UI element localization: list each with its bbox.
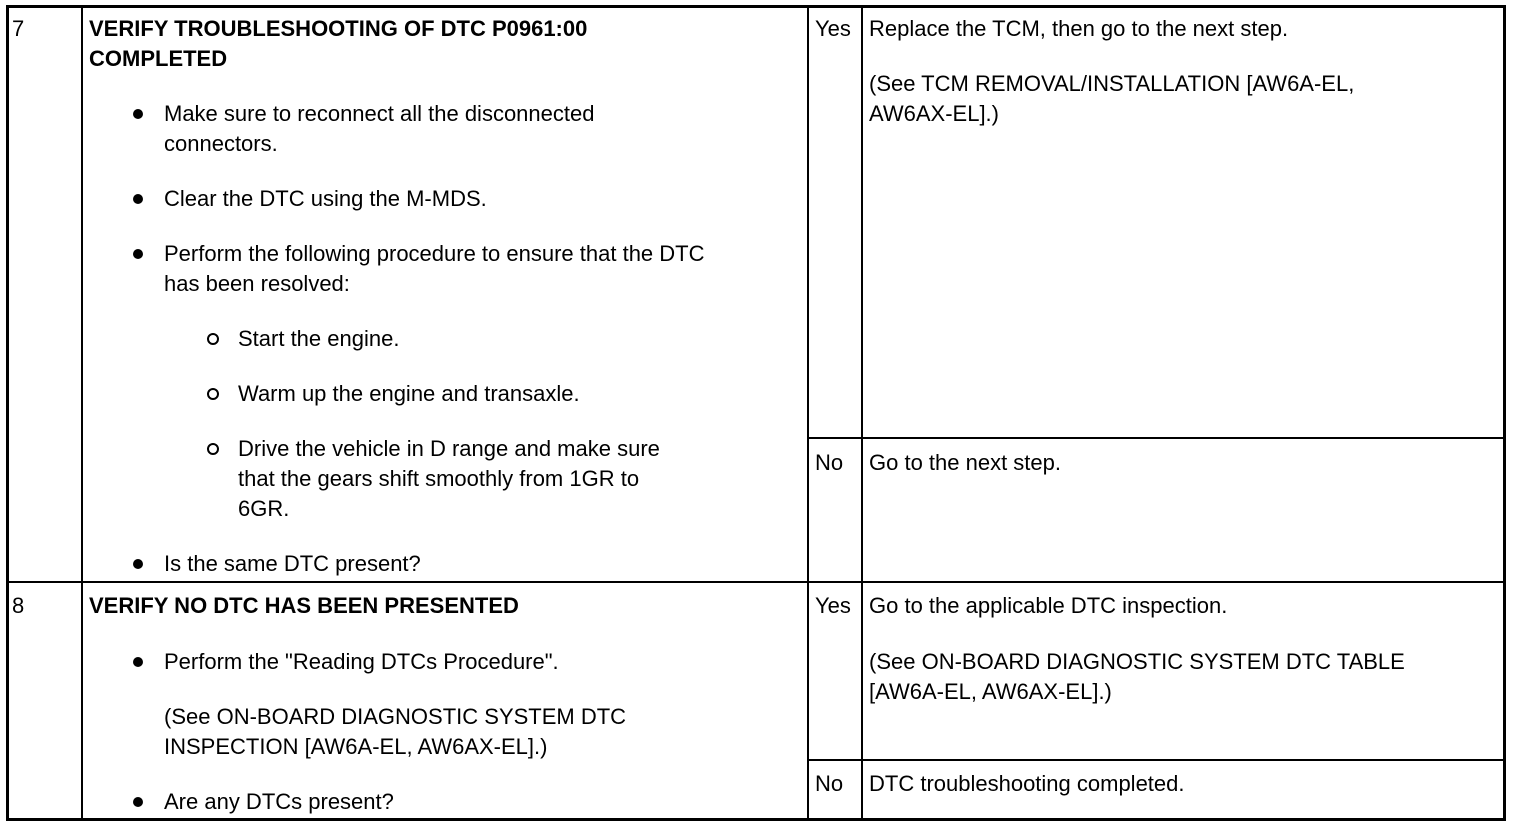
sub-bullet-icon <box>207 333 219 345</box>
sub-bullet-text: 6GR. <box>238 496 290 521</box>
step-title: VERIFY TROUBLESHOOTING OF DTC P0961:00 <box>89 16 588 41</box>
yes-reference: [AW6A-EL, AW6AX-EL].) <box>869 679 1112 704</box>
step-number: 7 <box>12 16 25 41</box>
yes-label: Yes <box>815 593 851 618</box>
bullet-icon <box>133 109 143 119</box>
bullet-icon <box>133 797 143 807</box>
reference-text: (See ON-BOARD DIAGNOSTIC SYSTEM DTC <box>164 704 627 729</box>
no-label: No <box>815 450 844 475</box>
bullet-icon <box>133 559 143 569</box>
yes-result: Go to the applicable DTC inspection. <box>869 593 1228 618</box>
bullet-text: has been resolved: <box>164 271 350 296</box>
bullet-text: Make sure to reconnect all the disconnected <box>164 101 595 126</box>
step-title: COMPLETED <box>89 46 228 71</box>
sub-bullet-text: Warm up the engine and transaxle. <box>238 381 580 406</box>
bullet-text: Are any DTCs present? <box>164 789 394 814</box>
sub-bullet-text: Drive the vehicle in D range and make sure <box>238 436 660 461</box>
sub-bullet-icon <box>207 443 219 455</box>
bullet-icon <box>133 657 143 667</box>
no-label: No <box>815 771 844 796</box>
no-result: Go to the next step. <box>869 450 1062 475</box>
bullet-text: Clear the DTC using the M-MDS. <box>164 186 487 211</box>
column-divider-result <box>861 5 863 821</box>
bullet-text: Perform the following procedure to ensure that the DTC <box>164 241 705 266</box>
reference-text: INSPECTION [AW6A-EL, AW6AX-EL].) <box>164 734 548 759</box>
bullet-text: Is the same DTC present? <box>164 551 421 576</box>
step-title: VERIFY NO DTC HAS BEEN PRESENTED <box>89 593 519 618</box>
yes-result: Replace the TCM, then go to the next step. <box>869 16 1289 41</box>
column-divider-action <box>807 5 809 821</box>
bullet-icon <box>133 194 143 204</box>
result-divider-step8 <box>807 759 1506 761</box>
yes-reference: (See ON-BOARD DIAGNOSTIC SYSTEM DTC TABLE <box>869 649 1405 674</box>
sub-bullet-icon <box>207 388 219 400</box>
yes-reference: (See TCM REMOVAL/INSTALLATION [AW6A-EL, <box>869 71 1355 96</box>
result-divider-step7 <box>807 437 1506 439</box>
no-result: DTC troubleshooting completed. <box>869 771 1185 796</box>
step-number: 8 <box>12 593 25 618</box>
sub-bullet-text: Start the engine. <box>238 326 400 351</box>
yes-reference: AW6AX-EL].) <box>869 101 999 126</box>
bullet-text: Perform the "Reading DTCs Procedure". <box>164 649 559 674</box>
row-divider <box>6 581 1506 583</box>
bullet-icon <box>133 249 143 259</box>
bullet-text: connectors. <box>164 131 278 156</box>
sub-bullet-text: that the gears shift smoothly from 1GR to <box>238 466 640 491</box>
yes-label: Yes <box>815 16 851 41</box>
column-divider-step <box>81 5 83 821</box>
